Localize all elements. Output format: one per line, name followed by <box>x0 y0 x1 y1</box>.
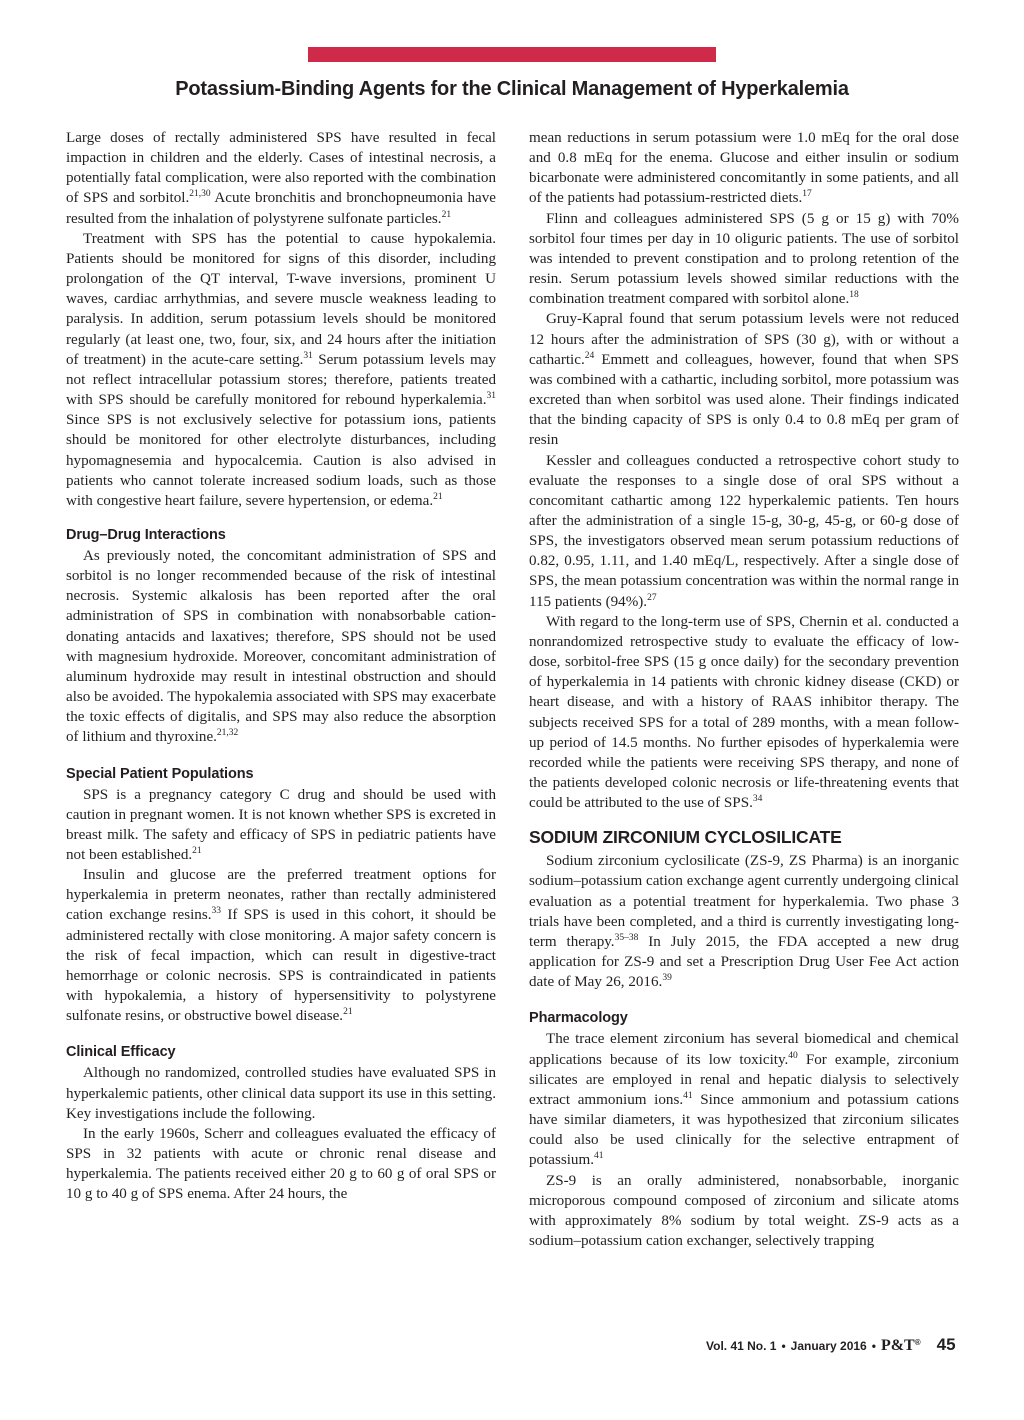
citation: 33 <box>211 906 221 917</box>
citation: 21 <box>192 845 202 856</box>
paragraph: mean reductions in serum potassium were 1.0 mEq for the oral dose and 0.8 mEq for the enema. Glucose and either insulin or sodium bicarbonate were administered concomitantly in some patients, and all of the patients had potassium-restricted diets.$^{17}$ <box>529 130 959 207</box>
paragraph: Insulin and glucose are the preferred treatment options for hyperkalemia in preterm neonates, rather than rectally administered cation exchange resins.$^{33}$ If SPS is used in this cohort, it should be administered rectally with close monitoring. A major safety concern is the risk of fecal impaction, which can result in digestive-tract hemorrhage or colonic necrosis. SPS is contraindicated in patients with hypokalemia, a history of hypersensitivity to polystyrene sulfonate resins, or obstructive bowel disease.$^{21}$ <box>66 867 496 1025</box>
section-heading-clinical-efficacy: Clinical Efficacy <box>66 1044 176 1061</box>
section-heading-drug-interactions: Drug–Drug Interactions <box>66 526 226 543</box>
footer-bullet: • <box>871 1339 876 1353</box>
paragraph: Sodium zirconium cyclosilicate (ZS-9, ZS Pharma) is an inorganic sodium–potassium cation exchange agent currently undergoing clinical evaluation as a potential treatment for hyperkalemia. Two phase 3 trials have been completed, and a third is currently investigating long-term therapy.$^{35-38}$ In July 2015, the FDA accepted a new drug application for ZS-9 and set a Prescription Drug User Fee Act action date of May 26, 2016.39 <box>529 853 959 991</box>
citation: 21 <box>343 1007 353 1018</box>
citation: 21 <box>441 209 452 220</box>
paragraph: SPS is a pregnancy category C drug and should be used with caution in pregnant women. It is not known whether SPS is excreted in breast milk. The safety and efficacy of SPS in pediatric patients have not been established.$^{21}$ <box>66 786 496 863</box>
citation: 24 <box>584 350 595 361</box>
citation: 27 <box>647 592 657 603</box>
section-heading-special-populations: Special Patient Populations <box>66 765 254 782</box>
journal-name: P&T <box>880 1337 915 1354</box>
citation: 31 <box>303 350 313 361</box>
page-number: 45 <box>936 1335 956 1354</box>
citation: 41 <box>683 1090 693 1101</box>
paragraph: With regard to the long-term use of SPS, Chernin et al. conducted a nonrandomized retrospective study to evaluate the efficacy of low-dose, sorbitol-free SPS (15 g once daily) for the secondary prevention of hyperkalemia in 14 patients with chronic kidney disease (CKD) or heart disease, and with a history of RAAS inhibitor therapy. The subjects received SPS for a total of 289 months, with a mean follow-up period of 14.5 months. No further episodes of hyperkalemia were recorded while the patients were receiving SPS therapy, and none of the patients developed colonic necrosis or life-threatening events that could be attributed to the use of SPS.$^{34}$ <box>529 613 959 812</box>
citation: 39 <box>662 973 672 984</box>
footer-date: January 2016 <box>790 1339 867 1353</box>
citation: 21,32 <box>216 728 239 739</box>
paragraph: Flinn and colleagues administered SPS (5 g or 15 g) with 70% sorbitol four times per day in 10 oliguric patients. The use of sorbitol was intended to prevent constipation and to prolong retention of the resin. Serum potassium levels showed similar reductions with the combination treatment compared with sorbitol alone.$^{18}$ <box>529 210 959 308</box>
left-column <box>66 128 496 1205</box>
citation: 31 <box>486 391 496 401</box>
citation: 41 <box>594 1151 604 1162</box>
section-heading-szc: SODIUM ZIRCONIUM CYCLOSILICATE <box>529 827 842 848</box>
citation: 17 <box>802 189 812 200</box>
paragraph: As previously noted, the concomitant administration of SPS and sorbitol is no longer recommended because of the risk of intestinal necrosis. Systemic alkalosis has been reported after the oral administration of SPS in combination with nonabsorbable cation-donating antacids and laxatives; therefore, SPS should not be used with magnesium hydroxide. Moreover, concomitant administration of aluminum hydroxide may result in intestinal obstruction and should also be avoided. The hypokalemia associated with SPS may exacerbate the toxic effects of digitalis, and SPS may also reduce the absorption of lithium and thyroxine.$^{21,32}$ <box>66 547 496 746</box>
paragraph: ZS-9 is an orally administered, nonabsorbable, inorganic microporous compound composed of zirconium and silicate atoms with approximately 8% sodium by total weight. ZS-9 acts as a sodium–potassium cation exchanger, selectively trapping <box>529 1172 959 1249</box>
paragraph: In the early 1960s, Scherr and colleagues evaluated the efficacy of SPS in 32 patients with acute or chronic renal disease and hyperkalemia. The patients received either 20 g to 60 g of oral SPS or 10 g to 40 g of SPS enema. After 24 hours, the <box>66 1125 496 1203</box>
paragraph: Treatment with SPS has the potential to cause hypokalemia. Patients should be monitored for signs of this disorder, including prolongation of the QT interval, T-wave inversions, prominent U waves, cardiac arrhythmias, and severe muscle weakness leading to paralysis. In addition, serum potassium levels should be monitored regularly (at least one, two, four, six, and 24 hours after the initiation of treatment) in the acute-care setting.$^{31}$ Serum potassium levels may not reflect intracellular potassium stores; therefore, patients treated with SPS should be carefully monitored for rebound hyperkalemia.$^{31}$ Since SPS is not exclusively selective for potassium ions, patients should be monitored for other electrolyte disturbances, including hypomagnesemia and hypocalcemia. Caution is also advised in patients who cannot tolerate increased sodium loads, such as those with congestive heart failure, severe hypertension, or edema.$^{21}$ <box>66 230 496 509</box>
citation: 21 <box>433 491 443 502</box>
citation: 18 <box>849 290 859 301</box>
paragraph: Gruy-Kapral found that serum potassium levels were not reduced 12 hours after the administration of SPS (30 g), with or without a cathartic.$^{24}$ Emmett and colleagues, however, found that when SPS was combined with a cathartic, including sorbitol, more potassium was excreted than when sorbitol was used alone. Their findings indicated that the binding capacity of SPS is only 0.4 to 0.8 mEq per gram of resin <box>529 311 959 449</box>
footer-volume: Vol. 41 No. 1 <box>706 1339 777 1353</box>
paragraph: Although no randomized, controlled studies have evaluated SPS in hyperkalemic patients, other clinical data support its use in this setting. Key investigations include the following. <box>66 1065 496 1122</box>
paragraph: The trace element zirconium has several biomedical and chemical applications because of its low toxicity.$^{40}$ For example, zirconium silicates are employed in renal and hepatic dialysis to selectively extract ammonium ions.$^{41}$ Since ammonium and potassium cations have similar diameters, it was hypothesized that zirconium silicates could also be used clinically for the selective entrapment of potassium.$^{41}$ <box>529 1031 959 1169</box>
page-footer <box>706 1335 956 1355</box>
section-heading-pharmacology: Pharmacology <box>529 1010 628 1027</box>
citation: 21,30 <box>189 189 211 200</box>
registered-mark: ® <box>914 1338 921 1347</box>
paragraph: Large doses of rectally administered SPS have resulted in fecal impaction in children and the elderly. Cases of intestinal necrosis, a potentially fatal complication, were also reported with the combination of SPS and sorbitol.$^{21,30}$ Acute bronchitis and bronchopneumonia have resulted from the inhalation of polystyrene sulfonate particles.$^{21}$ <box>66 130 496 227</box>
citation: 34 <box>752 794 763 805</box>
citation: 40 <box>788 1050 798 1061</box>
paragraph: Kessler and colleagues conducted a retrospective cohort study to evaluate the responses to a single dose of oral SPS without a concomitant cathartic among 122 hyperkalemic patients. Ten hours after the administration of a single 15-g, 30-g, 45-g, or 60-g dose of SPS, the investigators observed mean serum potassium reductions of 0.82, 0.95, 1.11, and 1.40 mEq/L, respectively. After a single dose of SPS, the mean potassium concentration was within the normal range in 115 patients (94%).$^{27}$ <box>529 452 959 610</box>
citation: 35–38 <box>614 932 639 943</box>
right-column <box>529 128 959 1251</box>
page-title: Potassium-Binding Agents for the Clinical Management of Hyperkalemia <box>175 78 849 100</box>
footer-bullet: • <box>781 1339 786 1353</box>
header-accent-bar <box>308 47 716 62</box>
